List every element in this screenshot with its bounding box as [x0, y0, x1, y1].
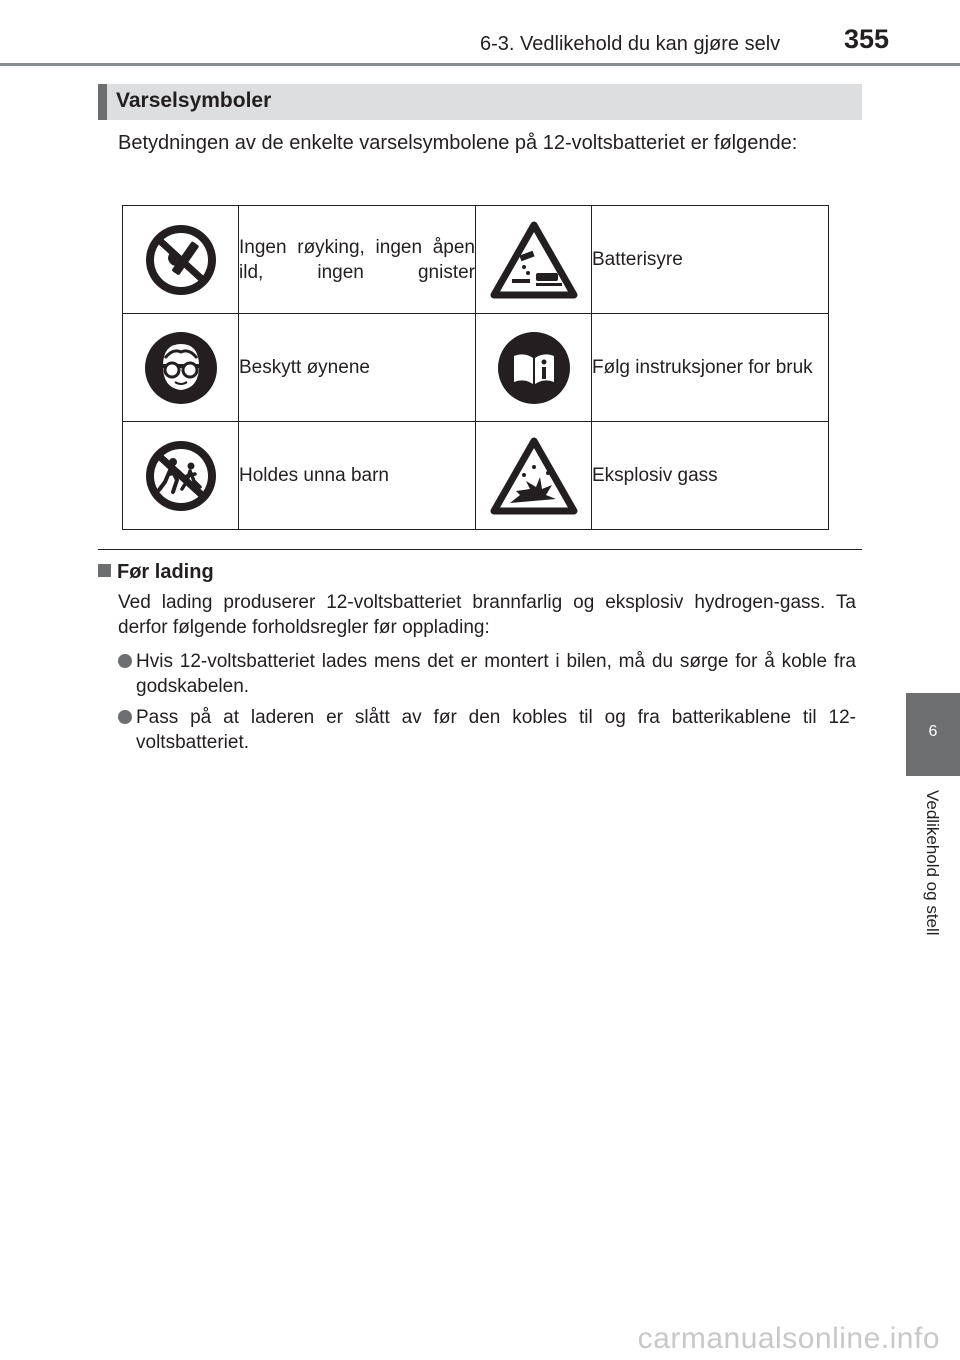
- keep-away-children-icon: [123, 438, 238, 514]
- table-row: [123, 422, 829, 530]
- bullet-dot-icon: [118, 710, 132, 724]
- charging-heading-text: Før lading: [117, 561, 214, 583]
- bullet-text: Hvis 12-voltsbatteriet lades mens det er montert i bilen, må du sørge for å koble fra godskabelen.: [136, 651, 856, 697]
- watermark: carmanualsonline.info: [637, 1322, 940, 1355]
- symbol-label-cell: [239, 314, 476, 422]
- symbol-label-cell: [592, 422, 829, 530]
- icon-cell: [123, 206, 239, 314]
- page-number: 355: [844, 24, 890, 54]
- symbol-label-cell: [239, 206, 476, 314]
- charging-paragraph: Ved lading produserer 12-voltsbatteriet brannfarlig og eksplosiv hydrogen-gass. Ta derfor følgende forholdsregler før opplading:: [118, 592, 856, 638]
- section-divider: [98, 549, 862, 550]
- icon-cell: [476, 422, 592, 530]
- table-row: [123, 314, 829, 422]
- icon-cell: [476, 314, 592, 422]
- symbol-label: Holdes unna barn: [239, 465, 389, 486]
- chapter-tab: [906, 693, 960, 776]
- header-rule: [0, 63, 960, 66]
- symbol-label: Beskytt øynene: [239, 357, 370, 378]
- symbol-label: Batterisyre: [592, 249, 683, 270]
- chapter-label: Vedlikehold og stell: [923, 790, 942, 936]
- symbol-label-cell: [592, 206, 829, 314]
- list-item: [118, 649, 856, 699]
- intro-text: Betydningen av de enkelte varselsymbolene på 12-voltsbatteriet er følgende:: [118, 132, 798, 154]
- symbols-table: [122, 205, 829, 530]
- section-bar: [98, 84, 862, 120]
- no-smoking-icon: [123, 222, 238, 298]
- battery-acid-icon: [476, 221, 591, 299]
- icon-cell: [476, 206, 592, 314]
- icon-cell: [123, 422, 239, 530]
- header-title: 6-3. Vedlikehold du kan gjøre selv: [480, 33, 781, 55]
- bullet-dot-icon: [118, 654, 132, 668]
- charging-heading: [98, 561, 214, 584]
- section-accent: [98, 84, 107, 120]
- list-item: [118, 705, 856, 755]
- bullet-text: Pass på at laderen er slått av før den kobles til og fra batterikablene til 12-voltsbatteriet.: [136, 707, 856, 753]
- section-title: Varselsymboler: [116, 89, 272, 112]
- symbol-label-cell: [239, 422, 476, 530]
- square-bullet-icon: [98, 564, 111, 577]
- symbol-label-cell: [592, 314, 829, 422]
- chapter-number: 6: [928, 723, 938, 740]
- icon-cell: [123, 314, 239, 422]
- table-row: [123, 206, 829, 314]
- eye-protection-icon: [123, 330, 238, 406]
- symbol-label: Eksplosiv gass: [592, 465, 718, 486]
- read-instructions-icon: [476, 330, 591, 406]
- symbol-label: Følg instruksjoner for bruk: [592, 357, 813, 378]
- explosive-gas-icon: [476, 437, 591, 515]
- symbol-label: Ingen røyking, ingen åpen ild, ingen gnister: [239, 236, 475, 283]
